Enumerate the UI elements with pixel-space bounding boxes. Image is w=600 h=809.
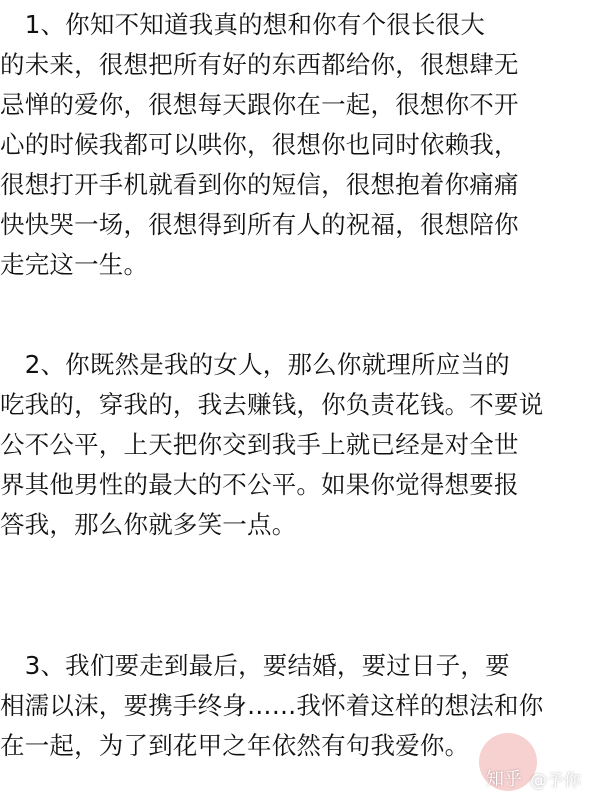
- paragraph-line: 答我，那么你就多笑一点。: [0, 510, 297, 539]
- paragraph-line: 心的时候我都可以哄你，很想你也同时依赖我，: [0, 130, 519, 159]
- watermark-handle: @予你: [530, 770, 581, 791]
- paragraph-line: 在一起，为了到花甲之年依然有句我爱你。: [0, 731, 470, 760]
- paragraph-line: 1、你知不知道我真的想和你有个很长很大: [0, 10, 486, 39]
- paragraph-line: 界其他男性的最大的不公平。如果你觉得想要报: [0, 470, 519, 499]
- paragraph-line: 快快哭一场，很想得到所有人的祝福，很想陪你: [0, 210, 519, 239]
- paragraph-line: 相濡以沫，要携手终身……我怀着这样的想法和你: [0, 691, 544, 720]
- watermark: [486, 758, 581, 798]
- paragraph-line: 吃我的，穿我的，我去赚钱，你负责花钱。不要说: [0, 390, 544, 419]
- paragraph-line: 的未来，很想把所有好的东西都给你，很想肆无: [0, 50, 519, 79]
- paragraph-line: 2、你既然是我的女人，那么你就理所应当的: [0, 350, 510, 379]
- paragraph-line: 很想打开手机就看到你的短信，很想抱着你痛痛: [0, 170, 519, 199]
- paragraph-line: 忌惮的爱你，很想每天跟你在一起，很想你不开: [0, 90, 519, 119]
- zhihu-logo: 知乎: [486, 769, 522, 790]
- paragraph-line: 走完这一生。: [0, 250, 149, 279]
- paragraph-line: 3、我们要走到最后，要结婚，要过日子，要: [0, 651, 510, 680]
- paragraph-line: 公不公平，上天把你交到我手上就已经是对全世: [0, 430, 519, 459]
